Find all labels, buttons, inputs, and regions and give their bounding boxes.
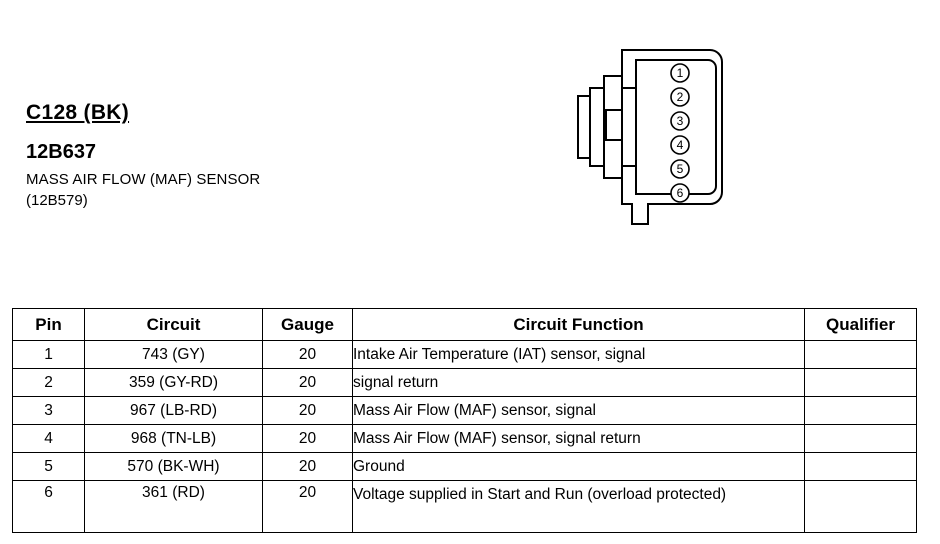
cell-circuit: 743 (GY) bbox=[85, 341, 263, 369]
pin-label-3: 3 bbox=[676, 114, 684, 128]
table-row bbox=[13, 369, 917, 397]
cell-qualifier bbox=[805, 453, 917, 481]
pin-label-4: 4 bbox=[676, 138, 684, 152]
cell-function: Mass Air Flow (MAF) sensor, signal bbox=[353, 397, 805, 425]
pin-label-1: 1 bbox=[676, 66, 684, 80]
cell-circuit: 967 (LB-RD) bbox=[85, 397, 263, 425]
table-row bbox=[13, 341, 917, 369]
cell-pin: 2 bbox=[13, 369, 85, 397]
table-row bbox=[13, 425, 917, 453]
column-header-gauge: Gauge bbox=[263, 309, 353, 341]
alt-part-number: (12B579) bbox=[26, 192, 88, 209]
cell-gauge: 20 bbox=[263, 341, 353, 369]
cell-pin: 1 bbox=[13, 341, 85, 369]
table-header-row bbox=[13, 309, 917, 341]
cell-function-text: Voltage supplied in Start and Run (overload protected) bbox=[353, 486, 727, 503]
cell-circuit: 968 (TN-LB) bbox=[85, 425, 263, 453]
column-header-qualifier: Qualifier bbox=[805, 309, 917, 341]
pin-table-container bbox=[12, 308, 916, 533]
table-row bbox=[13, 397, 917, 425]
cell-circuit: 361 (RD) bbox=[85, 481, 263, 533]
cell-qualifier bbox=[805, 397, 917, 425]
cell-gauge: 20 bbox=[263, 481, 353, 533]
cell-gauge: 20 bbox=[263, 369, 353, 397]
pin-table bbox=[12, 308, 917, 533]
part-number: 12B637 bbox=[26, 141, 97, 163]
cell-gauge: 20 bbox=[263, 453, 353, 481]
connector-header bbox=[26, 100, 446, 210]
cell-function: Intake Air Temperature (IAT) sensor, signal bbox=[353, 341, 805, 369]
cell-circuit: 359 (GY-RD) bbox=[85, 369, 263, 397]
cell-function: Mass Air Flow (MAF) sensor, signal return bbox=[353, 425, 805, 453]
column-header-circuit-function: Circuit Function bbox=[353, 309, 805, 341]
cell-gauge: 20 bbox=[263, 397, 353, 425]
connector-id: C128 (BK) bbox=[26, 101, 130, 124]
cell-qualifier bbox=[805, 481, 917, 533]
pin-label-2: 2 bbox=[676, 90, 684, 104]
table-row bbox=[13, 481, 917, 533]
cell-function: Ground bbox=[353, 453, 805, 481]
table-row bbox=[13, 453, 917, 481]
cell-function: signal return bbox=[353, 369, 805, 397]
pin-label-6: 6 bbox=[676, 186, 684, 200]
pin-label-5: 5 bbox=[676, 162, 684, 176]
maf-connector-diagram bbox=[560, 28, 770, 243]
cell-circuit: 570 (BK-WH) bbox=[85, 453, 263, 481]
cell-qualifier bbox=[805, 425, 917, 453]
cell-gauge: 20 bbox=[263, 425, 353, 453]
cell-qualifier bbox=[805, 369, 917, 397]
cell-pin: 4 bbox=[13, 425, 85, 453]
column-header-circuit: Circuit bbox=[85, 309, 263, 341]
cell-function bbox=[353, 481, 805, 533]
component-name: MASS AIR FLOW (MAF) SENSOR bbox=[26, 171, 261, 188]
cell-pin: 3 bbox=[13, 397, 85, 425]
cell-qualifier bbox=[805, 341, 917, 369]
column-header-pin: Pin bbox=[13, 309, 85, 341]
cell-pin: 5 bbox=[13, 453, 85, 481]
cell-pin: 6 bbox=[13, 481, 85, 533]
